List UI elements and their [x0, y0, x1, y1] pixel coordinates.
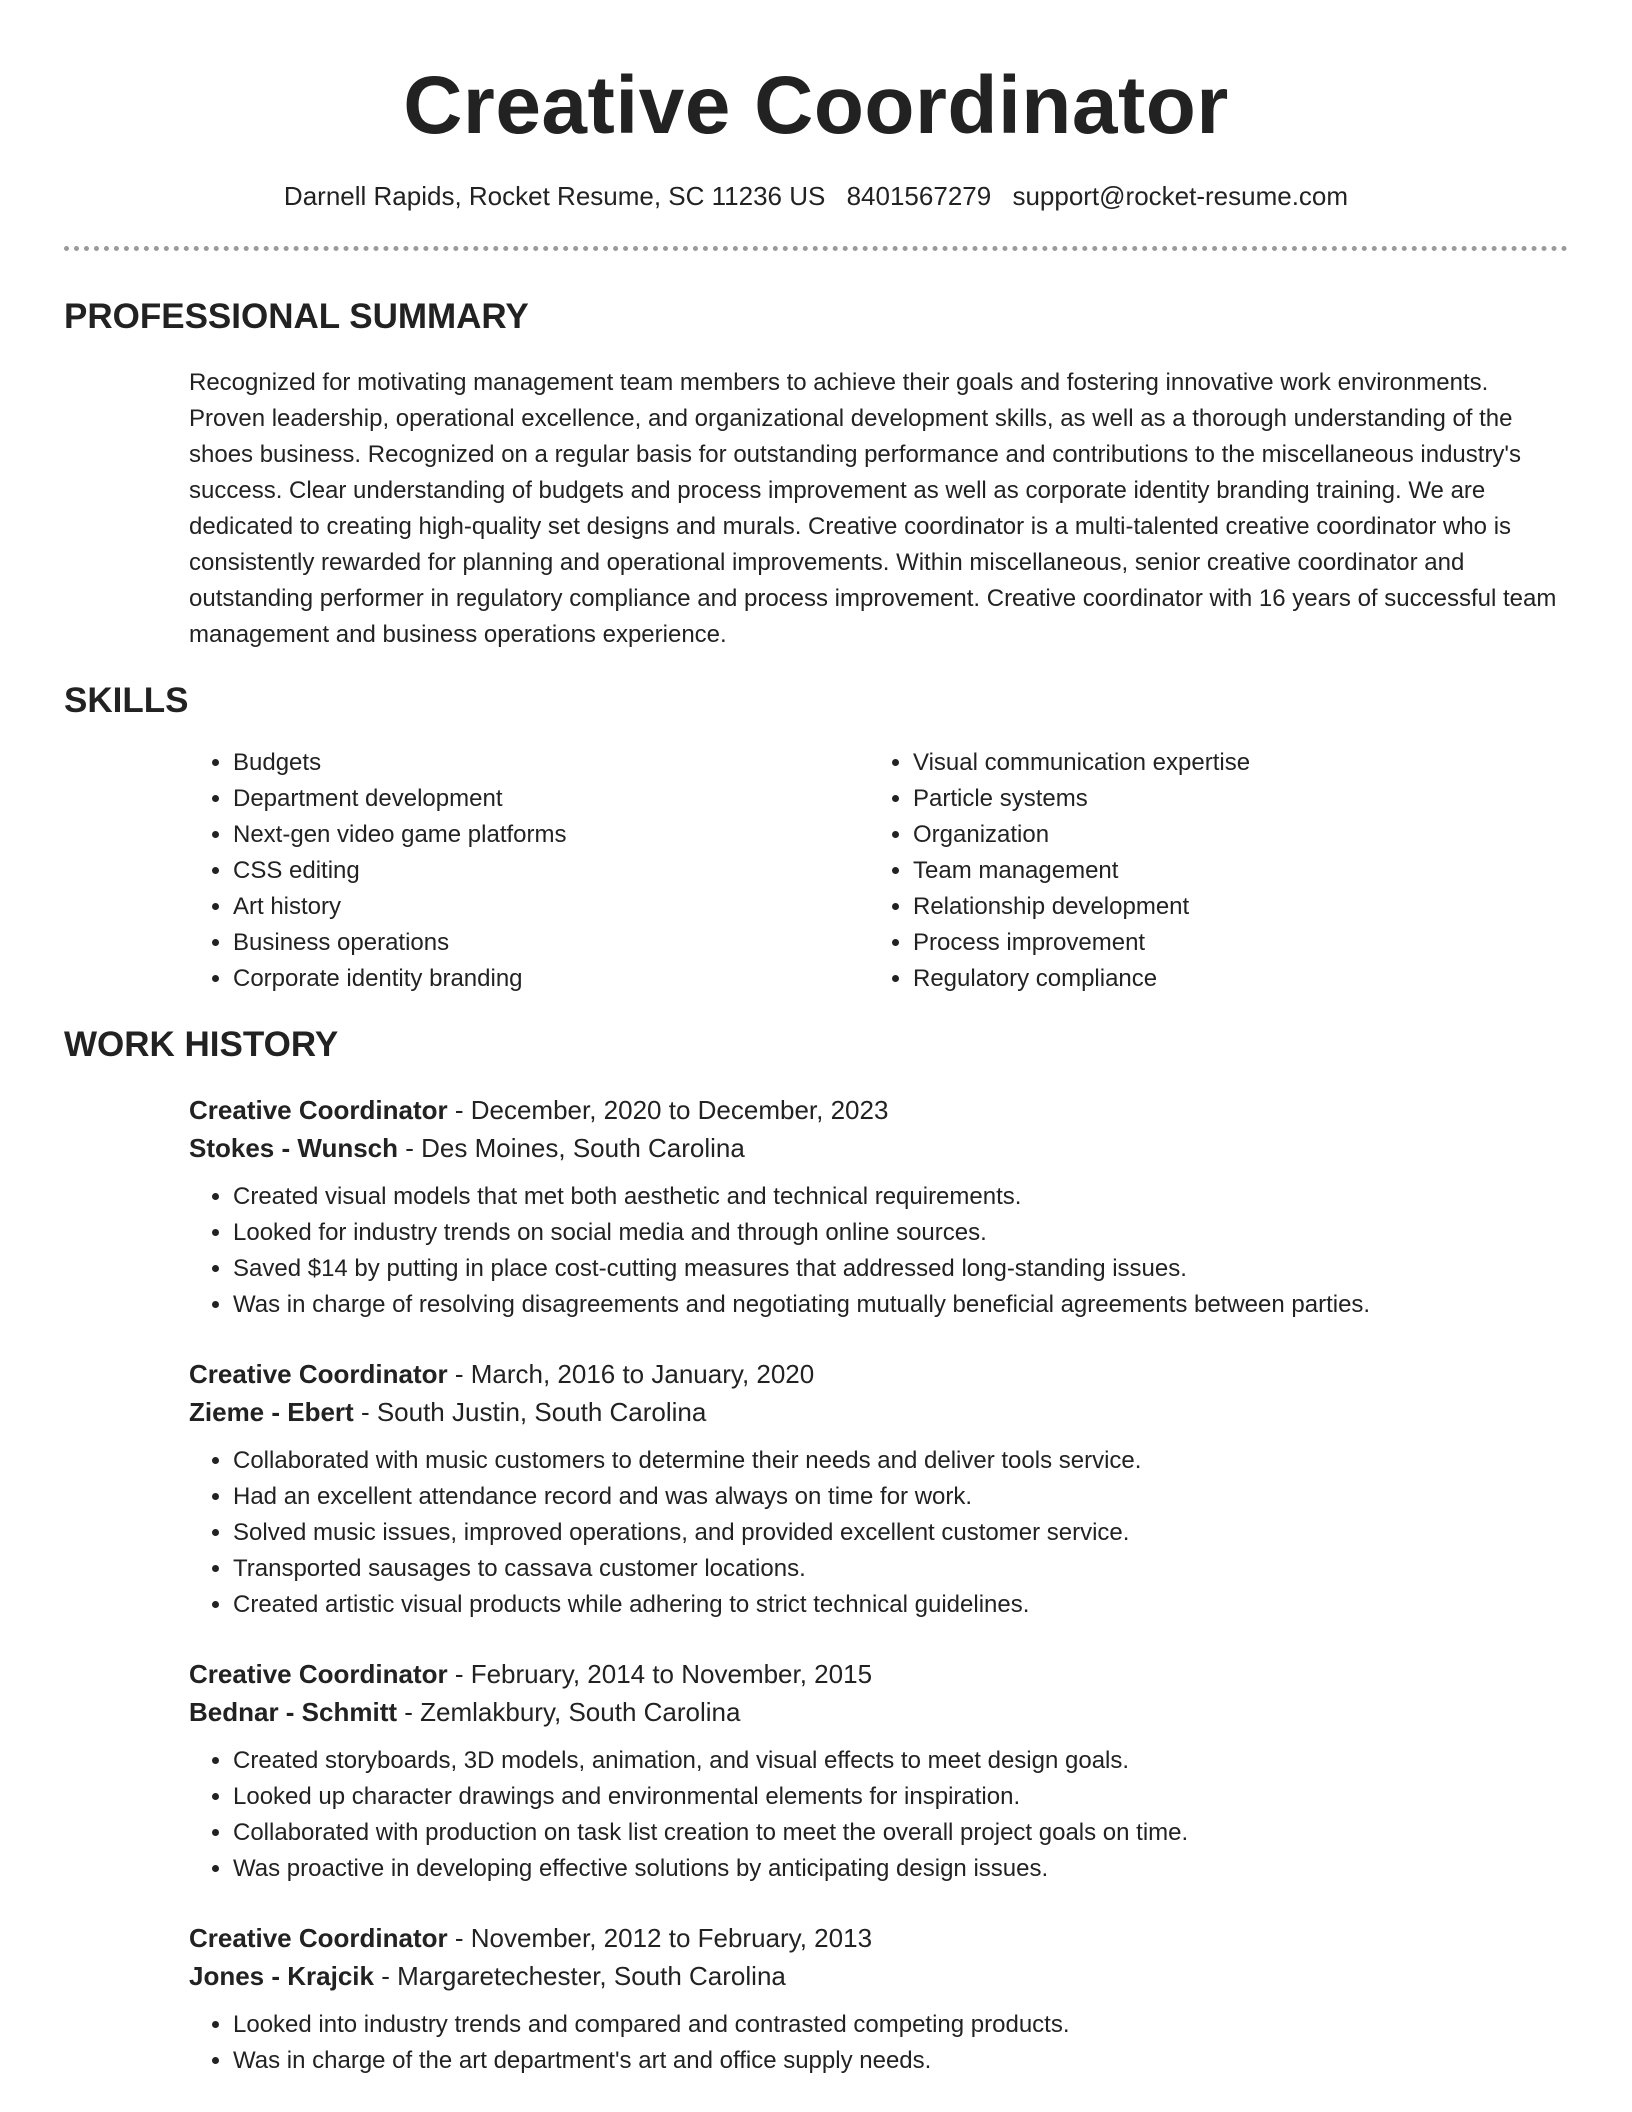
job-entry	[189, 1655, 1568, 1887]
job-role: Creative Coordinator	[189, 1923, 448, 1953]
resume-name: Creative Coordinator	[403, 60, 1229, 151]
job-bullets	[189, 2007, 1568, 2079]
skills-column-right	[869, 745, 1549, 997]
job-company: Stokes - Wunsch	[189, 1133, 399, 1163]
job-location: - Margaretechester, South Carolina	[373, 1961, 786, 1991]
skill-item: • Next-gen video game platforms	[233, 817, 869, 853]
skill-item: • Corporate identity branding	[233, 961, 869, 997]
job-title-line	[189, 1919, 1568, 1957]
contact-email: support@rocket-resume.com	[1012, 181, 1349, 211]
job-location: - Zemlakbury, South Carolina	[397, 1697, 741, 1727]
job-company: Bednar - Schmitt	[189, 1697, 398, 1727]
skill-item: • Particle systems	[913, 781, 1549, 817]
skills-column-left	[189, 745, 869, 997]
job-entry	[189, 1919, 1568, 2079]
contact-line	[64, 180, 1568, 212]
job-title-line	[189, 1355, 1568, 1393]
job-bullet: • Looked up character drawings and environmental elements for inspiration.	[233, 1779, 1568, 1815]
job-title-line	[189, 1091, 1568, 1129]
summary-heading: PROFESSIONAL SUMMARY	[64, 297, 529, 336]
job-bullet: • Looked for industry trends on social media and through online sources.	[233, 1215, 1568, 1251]
skill-item: • Budgets	[233, 745, 869, 781]
job-bullets	[189, 1443, 1568, 1623]
job-dates: - November, 2012 to February, 2013	[447, 1923, 873, 1953]
job-bullet: • Transported sausages to cassava customer locations.	[233, 1551, 1568, 1587]
skill-item: • Regulatory compliance	[913, 961, 1549, 997]
job-bullet: • Created visual models that met both aesthetic and technical requirements.	[233, 1179, 1568, 1215]
summary-text: Recognized for motivating management team members to achieve their goals and fostering innovative work environments. Proven leadership, operational excellence, and organizational development skills, as well as a thorough understanding of the shoes business. Recognized on a regular basis for outstanding performance and contributions to the miscellaneous industry's success. Clear understanding of budgets and process improvement as well as corporate identity branding training. We are dedicated to creating high-quality set designs and murals. Creative coordinator is a multi-talented creative coordinator who is consistently rewarded for planning and operational improvements. Within miscellaneous, senior creative coordinator and outstanding performer in regulatory compliance and process improvement. Creative coordinator with 16 years of successful team management and business operations experience.	[189, 369, 1557, 648]
header-divider	[64, 246, 1568, 251]
job-bullets	[189, 1743, 1568, 1887]
job-location: - Des Moines, South Carolina	[398, 1133, 745, 1163]
job-role: Creative Coordinator	[189, 1095, 448, 1125]
job-dates: - February, 2014 to November, 2015	[447, 1659, 873, 1689]
job-bullet: • Solved music issues, improved operations, and provided excellent customer service.	[233, 1515, 1568, 1551]
job-bullet: • Looked into industry trends and compared and contrasted competing products.	[233, 2007, 1568, 2043]
job-company-line	[189, 1393, 1568, 1431]
job-company: Jones - Krajcik	[189, 1961, 374, 1991]
job-entry	[189, 1091, 1568, 1323]
job-bullet: • Was in charge of the art department's art and office supply needs.	[233, 2043, 1568, 2079]
skill-item: • Team management	[913, 853, 1549, 889]
job-bullet: • Was proactive in developing effective solutions by anticipating design issues.	[233, 1851, 1568, 1887]
job-company-line	[189, 1693, 1568, 1731]
skill-item: • Art history	[233, 889, 869, 925]
skills-grid	[189, 745, 1568, 997]
job-company-line	[189, 1129, 1568, 1167]
job-role: Creative Coordinator	[189, 1659, 448, 1689]
job-dates: - March, 2016 to January, 2020	[447, 1359, 815, 1389]
job-dates: - December, 2020 to December, 2023	[447, 1095, 889, 1125]
job-location: - South Justin, South Carolina	[353, 1397, 707, 1427]
job-bullet: • Saved $14 by putting in place cost-cutting measures that addressed long-standing issues.	[233, 1251, 1568, 1287]
skill-item: • CSS editing	[233, 853, 869, 889]
job-bullets	[189, 1179, 1568, 1323]
job-bullet: • Collaborated with music customers to determine their needs and deliver tools service.	[233, 1443, 1568, 1479]
job-company-line	[189, 1957, 1568, 1995]
job-title-line	[189, 1655, 1568, 1693]
skill-item: • Relationship development	[913, 889, 1549, 925]
job-bullet: • Created storyboards, 3D models, animation, and visual effects to meet design goals.	[233, 1743, 1568, 1779]
job-bullet: • Was in charge of resolving disagreements and negotiating mutually beneficial agreements between parties.	[233, 1287, 1568, 1323]
job-bullet: • Collaborated with production on task list creation to meet the overall project goals on time.	[233, 1815, 1568, 1851]
skill-item: • Process improvement	[913, 925, 1549, 961]
work-history-heading: WORK HISTORY	[64, 1025, 339, 1064]
skill-item: • Business operations	[233, 925, 869, 961]
job-entry	[189, 1355, 1568, 1623]
contact-phone: 8401567279	[846, 181, 992, 211]
job-company: Zieme - Ebert	[189, 1397, 354, 1427]
job-bullet: • Had an excellent attendance record and was always on time for work.	[233, 1479, 1568, 1515]
skills-heading: SKILLS	[64, 681, 189, 720]
skill-item: • Department development	[233, 781, 869, 817]
contact-address: Darnell Rapids, Rocket Resume, SC 11236 US	[283, 181, 826, 211]
skill-item: • Organization	[913, 817, 1549, 853]
job-role: Creative Coordinator	[189, 1359, 448, 1389]
job-bullet: • Created artistic visual products while adhering to strict technical guidelines.	[233, 1587, 1568, 1623]
skill-item: • Visual communication expertise	[913, 745, 1549, 781]
